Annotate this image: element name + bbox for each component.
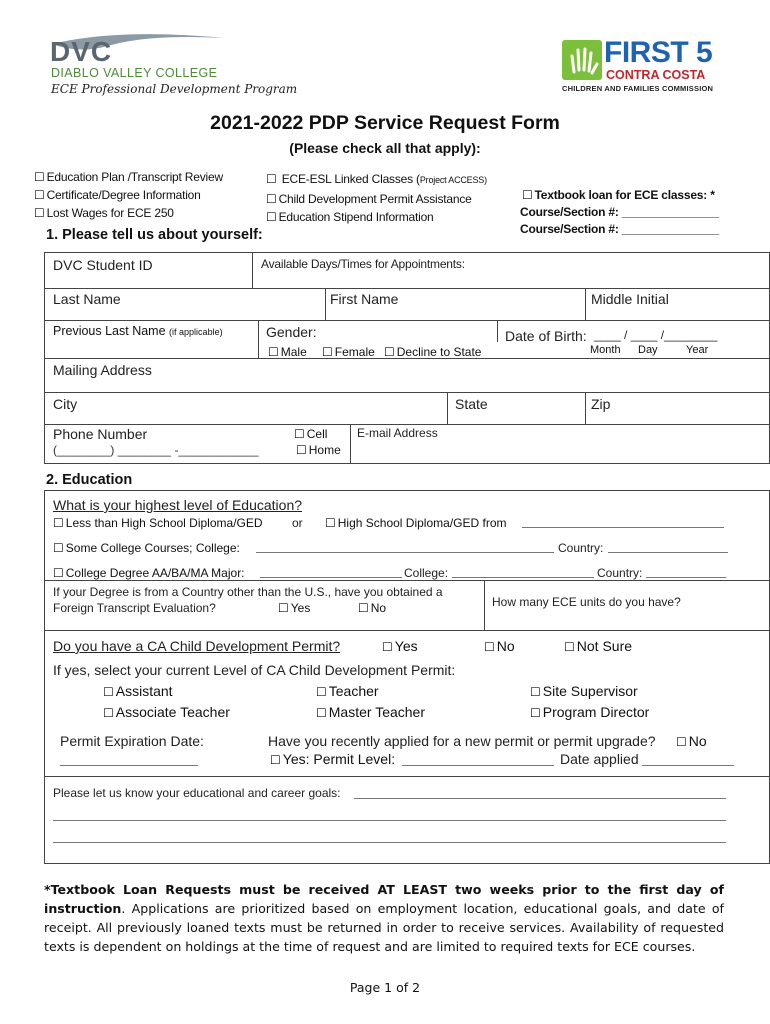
goals-field-line-2[interactable] <box>53 809 726 821</box>
student-id-field[interactable]: DVC Student ID <box>53 257 153 273</box>
email-address-field[interactable]: E-mail Address <box>357 426 438 440</box>
ece-esl-project: Project ACCESS) <box>419 175 487 185</box>
dob-year: Year <box>686 344 709 356</box>
hand-icon <box>562 40 602 80</box>
permit-assistant-checkbox[interactable]: ☐ Assistant <box>103 683 173 699</box>
first-name-field[interactable]: First Name <box>330 291 399 307</box>
highest-level-question: What is your highest level of Education? <box>53 497 303 513</box>
checkbox-textbook-loan[interactable]: ☐ Textbook loan for ECE classes: * <box>522 188 715 202</box>
less-than-hs-checkbox[interactable]: ☐ Less than High School Diploma/GED <box>53 516 263 530</box>
permit-question: Do you have a CA Child Development Permit? <box>53 638 341 654</box>
phone-number-field[interactable]: (________) ________ -____________ <box>53 443 259 457</box>
college-degree-major-field[interactable] <box>260 566 402 578</box>
foreign-transcript-no-checkbox[interactable]: ☐ No <box>358 601 386 615</box>
city-field[interactable]: City <box>53 396 78 412</box>
applied-question: Have you recently applied for a new permit or permit upgrade? <box>268 733 656 749</box>
permit-expiration-label: Permit Expiration Date: <box>60 733 204 749</box>
if-applicable-label: (if applicable) <box>169 327 223 337</box>
applied-no-checkbox[interactable]: ☐ No <box>676 733 707 749</box>
course-section-2[interactable]: Course/Section #: _______________ <box>520 222 719 236</box>
ece-units-field[interactable]: How many ECE units do you have? <box>492 595 681 609</box>
phone-home-checkbox[interactable]: ☐ Home <box>296 443 341 457</box>
checkbox-child-dev-permit[interactable]: ☐ Child Development Permit Assistance <box>266 192 472 206</box>
permit-associate-teacher-checkbox[interactable]: ☐ Associate Teacher <box>103 704 230 720</box>
notice-bold: *Textbook Loan Requests must be received AT LEAST two weeks prior to the first day of instruction <box>44 882 724 916</box>
phone-cell-checkbox[interactable]: ☐ Cell <box>294 427 327 441</box>
hs-diploma-from-field[interactable] <box>522 516 724 528</box>
foreign-transcript-yes-checkbox[interactable]: ☐ Yes <box>278 601 310 615</box>
gender-female-checkbox[interactable]: ☐ Female <box>322 345 375 359</box>
college-degree-country-field[interactable] <box>646 566 726 578</box>
checkbox-stipend-info[interactable]: ☐ Education Stipend Information <box>266 210 434 224</box>
hs-diploma-checkbox[interactable]: ☐ High School Diploma/GED from <box>325 516 507 530</box>
date-applied-field[interactable] <box>642 754 734 766</box>
middle-initial-field[interactable]: Middle Initial <box>591 291 669 307</box>
goals-field-line-1[interactable] <box>354 787 726 799</box>
dvc-college-name: DIABLO VALLEY COLLEGE <box>51 66 218 80</box>
some-college-country-label: Country: <box>558 541 604 555</box>
first5-county: CONTRA COSTA <box>606 68 706 82</box>
available-days-field[interactable]: Available Days/Times for Appointments: <box>261 257 465 271</box>
college-degree-checkbox[interactable]: ☐ College Degree AA/BA/MA Major: <box>53 566 245 580</box>
permit-yes-checkbox[interactable]: ☐ Yes <box>382 638 418 654</box>
previous-last-name-field[interactable] <box>53 324 223 338</box>
phone-number-label: Phone Number <box>53 426 148 442</box>
section-1-heading: 1. Please tell us about yourself: <box>46 227 263 243</box>
applied-yes-checkbox[interactable]: ☐ Yes: Permit Level: <box>270 751 395 767</box>
dob-month: Month <box>590 344 621 356</box>
permit-level-question: If yes, select your current Level of CA Child Development Permit: <box>53 662 456 678</box>
goals-label: Please let us know your educational and career goals: <box>53 786 341 800</box>
dob-label: Date of Birth: <box>505 328 587 344</box>
some-college-checkbox[interactable]: ☐ Some College Courses; College: <box>53 541 240 555</box>
page-subtitle: (Please check all that apply): <box>289 140 481 156</box>
zip-field[interactable]: Zip <box>591 396 611 412</box>
or-label: or <box>292 516 303 530</box>
permit-site-supervisor-checkbox[interactable]: ☐ Site Supervisor <box>530 683 638 699</box>
college-degree-college-label: College: <box>404 566 449 580</box>
permit-teacher-checkbox[interactable]: ☐ Teacher <box>316 683 379 699</box>
textbook-loan-notice <box>44 880 724 956</box>
permit-master-teacher-checkbox[interactable]: ☐ Master Teacher <box>316 704 425 720</box>
first5-brand: FIRST 5 <box>604 36 713 69</box>
state-field[interactable]: State <box>455 396 488 412</box>
dob-blanks[interactable]: ____ / ____ /________ <box>594 328 718 342</box>
foreign-transcript-question: If your Degree is from a Country other than the U.S., have you obtained a <box>53 585 443 599</box>
college-degree-country-label: Country: <box>597 566 643 580</box>
foreign-transcript-question-2: Foreign Transcript Evaluation? <box>53 601 216 615</box>
some-college-country-field[interactable] <box>608 541 728 553</box>
first5-commission: CHILDREN AND FAMILIES COMMISSION <box>562 84 714 93</box>
last-name-field[interactable]: Last Name <box>53 291 121 307</box>
course-section-1[interactable]: Course/Section #: _______________ <box>520 205 719 219</box>
college-degree-college-field[interactable] <box>452 566 594 578</box>
notice-text: . Applications are prioritized based on employment location, educational goals, and date of receipt. All previously loaned texts must be returned in order to receive services. Availability of requested texts is dependent on holdings at the time of request and are limited to required texts for ECE courses. <box>44 901 724 954</box>
mailing-address-field[interactable]: Mailing Address <box>53 362 152 378</box>
dvc-acronym: DVC <box>50 36 113 67</box>
some-college-field[interactable] <box>256 541 554 553</box>
dvc-program-name: ECE Professional Development Program <box>51 82 298 96</box>
gender-male-checkbox[interactable]: ☐ Male <box>268 345 307 359</box>
page-number: Page 1 of 2 <box>349 980 421 995</box>
ece-esl-label: ECE-ESL Linked Classes ( <box>281 172 420 186</box>
permit-program-director-checkbox[interactable]: ☐ Program Director <box>530 704 649 720</box>
dob-day: Day <box>638 344 658 356</box>
date-applied-label: Date applied <box>560 751 639 767</box>
permit-expiration-field[interactable] <box>60 754 198 766</box>
gender-decline-checkbox[interactable]: ☐ Decline to State <box>384 345 481 359</box>
checkbox-ece-esl[interactable] <box>266 172 487 186</box>
checkbox-lost-wages[interactable]: ☐ Lost Wages for ECE 250 <box>34 206 174 220</box>
section-2-heading: 2. Education <box>46 472 133 488</box>
permit-not-sure-checkbox[interactable]: ☐ Not Sure <box>564 638 632 654</box>
checkbox-certificate-info[interactable]: ☐ Certificate/Degree Information <box>34 188 201 202</box>
permit-no-checkbox[interactable]: ☐ No <box>484 638 515 654</box>
checkbox-education-plan[interactable]: ☐ Education Plan /Transcript Review <box>34 170 223 184</box>
previous-last-name-label: Previous Last Name <box>53 324 166 338</box>
goals-field-line-3[interactable] <box>53 831 726 843</box>
gender-label: Gender: <box>266 324 317 340</box>
page-title: 2021-2022 PDP Service Request Form <box>210 112 560 134</box>
applied-permit-level-field[interactable] <box>402 754 554 766</box>
